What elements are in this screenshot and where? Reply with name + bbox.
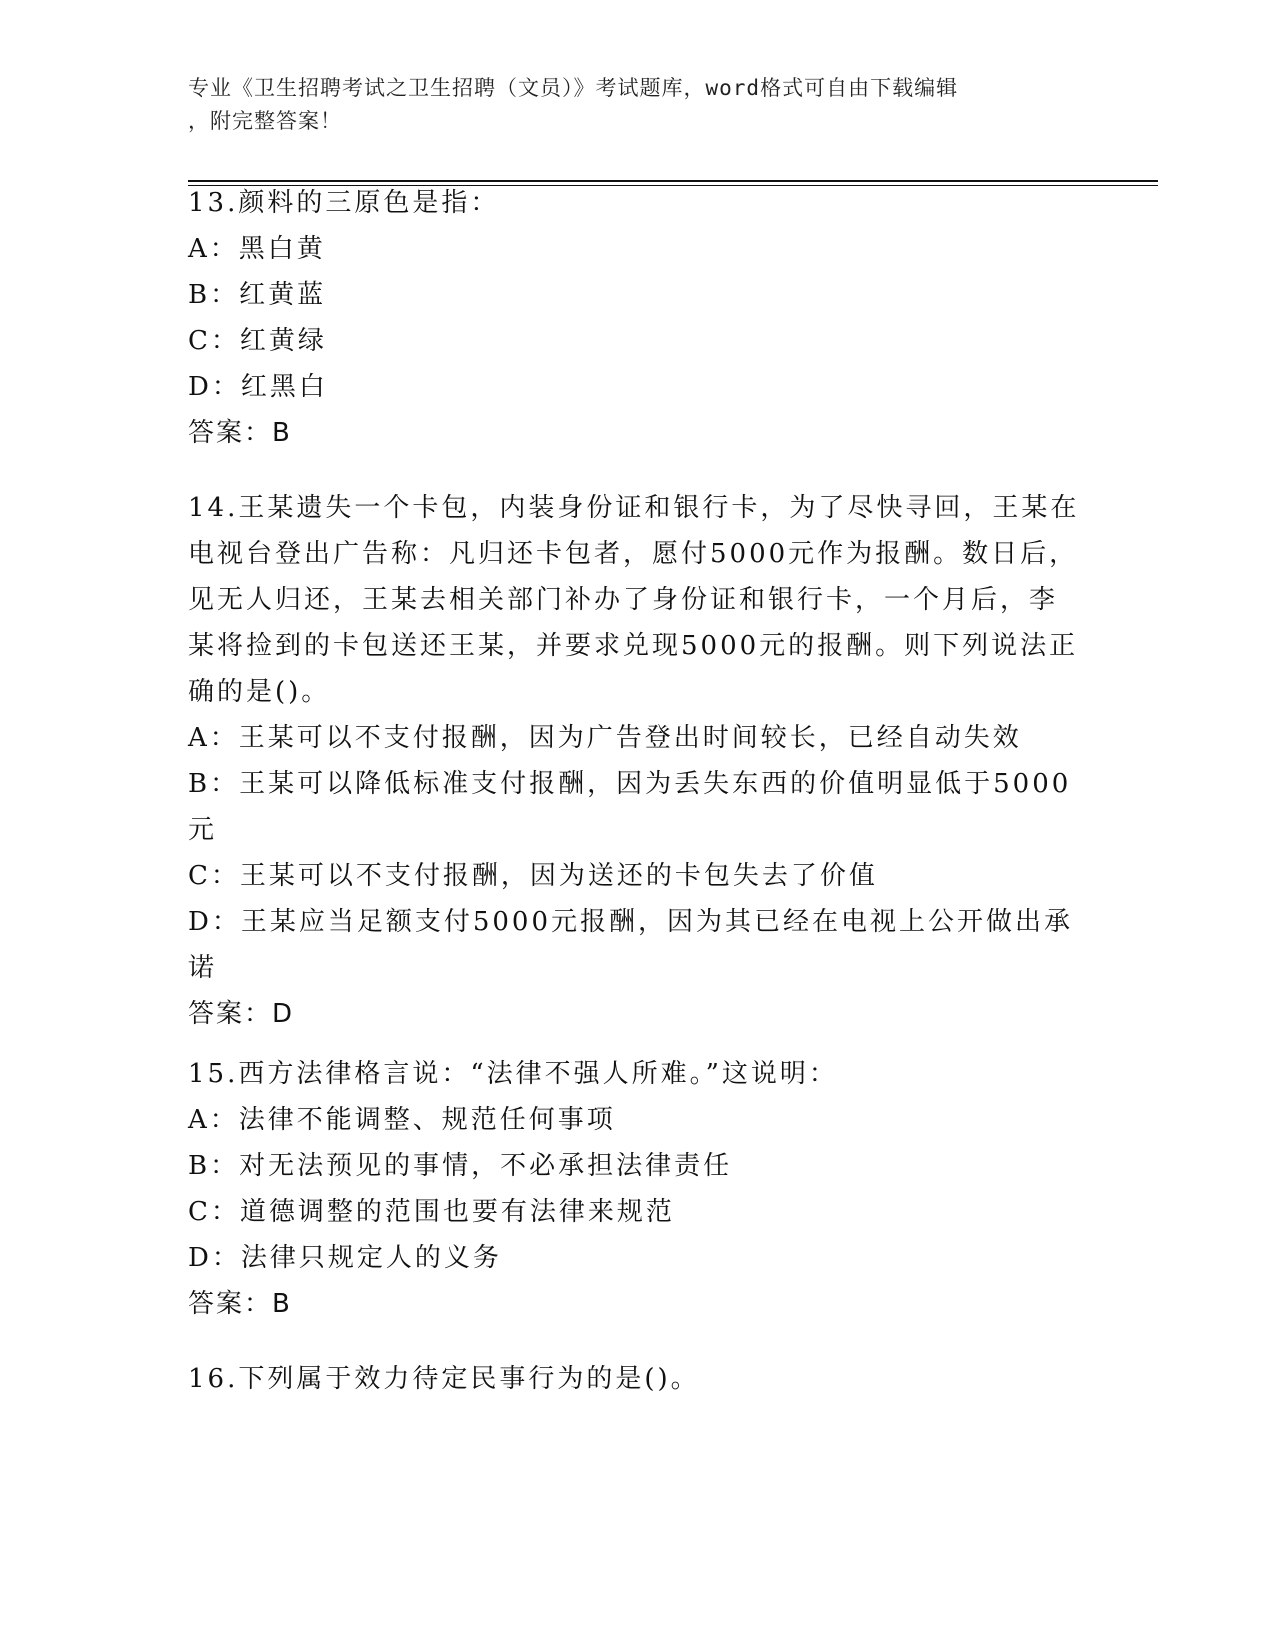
option-a: A：王某可以不支付报酬，因为广告登出时间较长，已经自动失效 <box>188 723 1022 753</box>
option-d: D：王某应当足额支付5000元报酬，因为其已经在电视上公开做出承 <box>188 907 1074 937</box>
option-c: C：红黄绿 <box>188 326 327 356</box>
question-stem-line: 14.王某遗失一个卡包，内装身份证和银行卡，为了尽快寻回，王某在 <box>188 493 1080 523</box>
option-c: C：王某可以不支付报酬，因为送还的卡包失去了价值 <box>188 861 878 891</box>
answer: 答案：B <box>188 418 292 448</box>
question-stem: 15.西方法律格言说：“法律不强人所难。”这说明： <box>188 1059 838 1089</box>
question-14 <box>188 485 1088 1037</box>
question-stem-line: 见无人归还，王某去相关部门补办了身份证和银行卡，一个月后，李 <box>188 585 1059 615</box>
option-b: B：红黄蓝 <box>188 280 327 310</box>
answer: 答案：B <box>188 1289 292 1319</box>
question-16 <box>188 1356 1088 1402</box>
question-stem-line: 确的是()。 <box>188 677 331 707</box>
question-15 <box>188 1051 1088 1327</box>
option-b: B：王某可以降低标准支付报酬，因为丢失东西的价值明显低于5000 <box>188 769 1072 799</box>
question-stem: 13.颜料的三原色是指： <box>188 188 500 218</box>
header-line-1: 专业《卫生招聘考试之卫生招聘（文员）》考试题库，word格式可自由下载编辑 <box>188 76 959 100</box>
option-b: B：对无法预见的事情，不必承担法律责任 <box>188 1151 733 1181</box>
question-13 <box>188 180 1088 456</box>
question-stem: 16.下列属于效力待定民事行为的是()。 <box>188 1364 700 1394</box>
option-c: C：道德调整的范围也要有法律来规范 <box>188 1197 675 1227</box>
question-stem-line: 某将捡到的卡包送还王某，并要求兑现5000元的报酬。则下列说法正 <box>188 631 1079 661</box>
option-d: D：法律只规定人的义务 <box>188 1243 502 1273</box>
question-stem-line: 电视台登出广告称：凡归还卡包者，愿付5000元作为报酬。数日后， <box>188 539 1079 569</box>
answer: 答案：D <box>188 999 295 1029</box>
option-b-continued: 元 <box>188 815 218 845</box>
option-d: D：红黑白 <box>188 372 328 402</box>
header-line-2: ，附完整答案！ <box>188 109 342 133</box>
document-header <box>188 72 1068 138</box>
option-a: A：法律不能调整、规范任何事项 <box>188 1105 616 1135</box>
option-a: A：黑白黄 <box>188 234 326 264</box>
option-d-continued: 诺 <box>188 953 218 983</box>
